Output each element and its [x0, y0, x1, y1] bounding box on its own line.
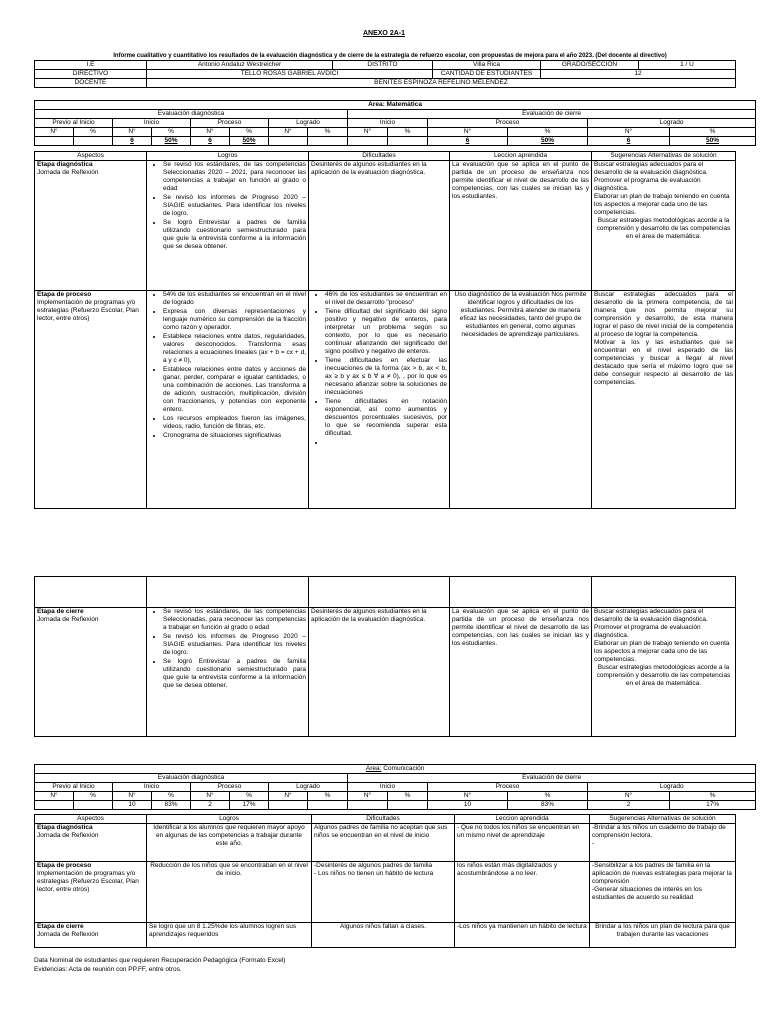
inicio-header: Inicio — [113, 783, 191, 792]
footer-line-1: Data Nominal de estudiantes que requieren Recuperación Pedagógica (Formato Excel) — [34, 957, 286, 964]
list-item: • Los recursos empleados fueron las imágenes, videos, radio, función de fibras, etc. — [163, 415, 306, 431]
cantidad-value: 12 — [541, 70, 736, 79]
n-header: N° — [113, 128, 152, 137]
logrado-header: Logrado — [588, 783, 756, 792]
n-header: N° — [428, 792, 508, 801]
n-header: N° — [35, 128, 74, 137]
stat-cell — [74, 137, 113, 146]
area-prefix: Área: — [365, 765, 382, 772]
aspect-title: Etapa de cierre — [37, 608, 84, 615]
n-header: N° — [348, 792, 388, 801]
list-item: • Se logró Entrevistar a padres de familia utilizando cuestionario semiestructurado para que guíe la entrevista conforme a la información que se desea obtener. — [163, 219, 306, 251]
stat-cell: 10 — [113, 801, 152, 810]
n-header: N° — [588, 128, 670, 137]
pct-header: % — [230, 128, 269, 137]
leccion-cell: -Los niños ya mantienen un hábito de lectura — [455, 923, 590, 948]
sugerencia-item: Buscar estrategias metodológicas acorde a la comprensión y desarrollo de las competencias en el área de matemática. — [596, 664, 731, 687]
stat-cell: 83% — [508, 801, 588, 810]
logrado-header: Logrado — [269, 783, 348, 792]
eval-diag-header: Evaluación diagnóstica — [35, 110, 348, 119]
sugerencias-cell: -Brindar a los niños un cuaderno de trabajo de comprensión lectora. - — [590, 824, 736, 862]
stat-cell — [74, 801, 113, 810]
aspect-title: Etapa diagnóstica — [37, 824, 93, 831]
sugerencia-item: Elaborar un plan de trabajo teniendo en cuenta los aspectos a mejorar cada uno de las competencias. — [594, 193, 730, 216]
proceso-header: Proceso — [428, 783, 588, 792]
inicio-header: Inicio — [348, 783, 428, 792]
directivo-value: TELLO ROSAS GABRIEL AVDICI — [147, 70, 433, 79]
dificultades-header: Dificultades — [309, 152, 450, 161]
page-title: ANEXO 2A-1 — [362, 30, 405, 37]
footer-line-2: Evidencias: Acta de reunión con PP.FF, entre otros. — [34, 966, 182, 973]
stat-cell: 2 — [191, 801, 230, 810]
n-header: N° — [191, 128, 230, 137]
aspect-subtitle: Jornada de Reflexión — [37, 832, 99, 839]
sugerencia-item: Motivar a los y las estudiantes que se encuentran en el nivel esperado de las competencias y buscar a llegar al nivel destacado que sería el máximo logro que se debe conseguir respecto al desarrollo de las competencias. — [594, 339, 733, 386]
logros-cell — [147, 291, 309, 509]
aspect-cell — [35, 824, 147, 862]
logros-header: Logros — [147, 815, 312, 824]
list-item: • Establece relaciones entre datos, regularidades, valores desconocidos. Transforma esas relaciones a ecuaciones lineales (ax + b = cx + d, a y c ≠ 0), — [163, 333, 306, 365]
n-header: N° — [269, 128, 308, 137]
aspect-subtitle: Jornada de Reflexión — [37, 616, 99, 623]
list-item: • Tiene dificultades en efectuar las inecuaciones de la forma (ax > b, ax < b, ax ≥ b y ax ≤ b ∀ a ≠ 0), , por lo que es necesario afianzar sobre la soluciones de inecuaciones — [325, 357, 447, 397]
aspect-title: Etapa de cierre — [37, 923, 84, 930]
empty-cell — [147, 577, 309, 608]
pct-header: % — [388, 792, 428, 801]
stat-cell: 50% — [508, 137, 588, 146]
list-item: • Establece relaciones entre datos y acciones de ganar, perder, comparar e igualar cantidades, o una combinación de acciones. Las transforma a de adición, sustracción, multiplicación, división con fraccionarios, y potencias con exponente entero. — [163, 366, 306, 414]
proceso-header: Proceso — [428, 119, 588, 128]
area-name: Comunicación — [383, 765, 425, 772]
aspect-subtitle: Implementación de programas y/o estrategias (Refuerzo Escolar, Plan lector, entre otros) — [37, 870, 139, 893]
logros-cell: Se logro que un 8 1.25%de los alumnos logren sus aprendizajes requeridos — [147, 923, 312, 948]
sugerencia-item: Elaborar un plan de trabajo teniendo en cuenta los aspectos a mejorar cada uno de las competencias. — [594, 640, 730, 663]
logros-cell — [147, 161, 309, 291]
empty-cell — [309, 577, 450, 608]
stat-cell: 50% — [152, 137, 191, 146]
previo-header: Previo al Inicio — [35, 119, 113, 128]
stat-cell: 6 — [588, 137, 670, 146]
stat-cell — [308, 137, 348, 146]
dificultades-cell: -Desinterés de algunos padres de familia - Los niños no tienen un hábito de lectura — [312, 862, 455, 923]
aspect-title: Etapa de proceso — [37, 291, 92, 298]
stat-cell: 2 — [588, 801, 670, 810]
dificultades-cell — [309, 291, 450, 509]
leccion-cell: los niños están más digitalizados y acostumbrándose a no leer. — [455, 862, 590, 923]
ie-value: Antonio Andaluz Westreicher — [147, 61, 333, 70]
stat-cell — [35, 137, 74, 146]
comunicacion-table — [34, 764, 756, 810]
logros-cell — [147, 608, 309, 737]
stat-cell: 10 — [428, 801, 508, 810]
list-item: • Cronograma de situaciones significativas — [163, 432, 306, 440]
stat-cell: 17% — [670, 801, 756, 810]
stat-cell — [388, 137, 428, 146]
dificultades-header: Dificultades — [312, 815, 455, 824]
ie-label: I.E — [35, 61, 147, 70]
sugerencia-item: Buscar estrategias adecuados para el desarrollo de la primera competencia, de tal manera que nos permita mejorar su comprensión y desarrollo, de esta manera lograr el paso de nivel inicial de la competencia al proceso de lograr la competencia. — [594, 291, 733, 338]
leccion-cell: - Que no todos los niños se encuentran en un mismo nivel de aprendizaje — [455, 824, 590, 862]
comunicacion-area-title — [35, 765, 756, 774]
eval-cierre-header: Evaluación de cierre — [348, 774, 756, 783]
pct-header: % — [152, 128, 191, 137]
distrito-label: DISTRITO — [333, 61, 433, 70]
list-item: • Se logró Entrevistar a padres de familia utilizando cuestionario semiestructurado para que guíe la entrevista conforme a la información que se desea obtener. — [163, 658, 306, 690]
list-item: • 54% de los estudiantes se encuentran en el nivel de logrado — [163, 291, 306, 307]
list-item: • 46% de los estudiantes se encuentran en el nivel de desarrollo "proceso" — [325, 291, 447, 307]
dificultades-cell: Algunos padres de familia no aceptan que sus niños se encuentran en el nivel de inicio — [312, 824, 455, 862]
pct-header: % — [152, 792, 191, 801]
distrito-value: Villa Rica — [433, 61, 541, 70]
info-table — [34, 60, 736, 88]
sugerencia-item: Buscar estrategias metodológicas acorde a la comprensión y desarrollo de las competencias en el área de matemática. — [596, 217, 731, 240]
matematica-detail-table — [34, 151, 736, 509]
pct-header: % — [74, 128, 113, 137]
pct-header: % — [74, 792, 113, 801]
n-header: N° — [348, 128, 388, 137]
logrado-header: Logrado — [588, 119, 756, 128]
matematica-cierre-table — [34, 576, 736, 737]
sugerencias-header: Sugerencias Alternativas de solución — [590, 815, 736, 824]
empty-cell — [592, 577, 736, 608]
leccion-cell: Uso diagnóstico de la evaluación Nos permite identificar logros y dificultades de los estudiantes. Permitirá atender de manera eficaz las necesidades, tanto del grupo de estudiantes en general, como algunas necesidades de aprendizaje particulares. — [450, 291, 592, 509]
stat-cell — [348, 137, 388, 146]
area-prefix: Área: — [368, 101, 385, 108]
pct-header: % — [388, 128, 428, 137]
eval-diag-header: Evaluación diagnóstica — [35, 774, 348, 783]
n-header: N° — [588, 792, 670, 801]
aspect-subtitle: Jornada de Reflexión — [37, 169, 99, 176]
sugerencias-cell — [592, 161, 736, 291]
list-item — [325, 439, 447, 447]
empty-cell — [450, 577, 592, 608]
list-item: • Se revisó los informes de Progreso 2020 – SIAGIE estudiantes. Para identificar los niveles de logro. — [163, 633, 306, 657]
stat-cell — [308, 801, 348, 810]
logros-cell: Identificar a los alumnos que requieren mayor apoyo en algunas de las competencias a trabajar durante este año. — [147, 824, 312, 862]
grado-label: GRADO/SECCIÓN — [541, 61, 639, 70]
aspect-title: Etapa diagnóstica — [37, 161, 93, 168]
proceso-header: Proceso — [191, 783, 269, 792]
stat-cell: 83% — [152, 801, 191, 810]
aspect-title: Etapa de proceso — [37, 862, 92, 869]
stat-cell: 6 — [113, 137, 152, 146]
list-item: • Se revisó los estándares, de las competencias Seleccionadas, para reconocer las competencias a trabajar en función al grado o edad — [163, 608, 306, 632]
stat-cell — [348, 801, 388, 810]
sugerencias-header: Sugerencias Alternativas de solución — [592, 152, 736, 161]
stat-cell: 50% — [230, 137, 269, 146]
n-header: N° — [269, 792, 308, 801]
list-item: • Tiene dificultades en notación exponencial, así como aumentos y descuentos porcentuales sucesivos, por lo que se recomienda superar esta dificultad. — [325, 398, 447, 438]
pct-header: % — [230, 792, 269, 801]
sugerencias-cell — [592, 291, 736, 509]
logros-header: Logros — [147, 152, 309, 161]
list-item: • Se revisó los informes de Progreso 2020 – SIAGIE estudiantes. Para identificar los niveles de logro. — [163, 194, 306, 218]
sugerencia-item: Promover el programa de evaluación diagnóstica. — [594, 177, 701, 192]
leccion-header: Leccion aprendida — [450, 152, 592, 161]
stat-cell — [269, 801, 308, 810]
dificultades-cell: Desinterés de algunos estudiantes en la aplicación de la evaluación diagnóstica. — [309, 608, 450, 737]
page-subtitle: Informe cualitativo y cuantitativo los resultados de la evaluación diagnóstica y de cierre de la estrategia de refuerzo escolar, con propuestas de mejora para el año 2023. (Del docente al directivo) — [113, 53, 667, 59]
proceso-header: Proceso — [191, 119, 269, 128]
sugerencia-item: Buscar estrategias adecuados para el desarrollo de la evaluación diagnóstica. — [594, 161, 708, 176]
leccion-cell: La evaluación que se aplica en el punto de partida de un proceso de enseñanza nos permite identificar el nivel de desarrollo de las competencias, con las cuales se inician las y los estudiantes. — [450, 161, 592, 291]
sugerencia-item: Buscar estrategias adecuados para el desarrollo de la evaluación diagnóstica. — [594, 608, 708, 623]
list-item: • Expresa con diversas representaciones y lenguaje numérico su comprensión de la fracción como razón y operador. — [163, 308, 306, 332]
pct-header: % — [670, 128, 756, 137]
aspect-cell — [35, 608, 147, 737]
logrado-header: Logrado — [269, 119, 348, 128]
dificultades-cell: Algunos niños faltan a clases. — [312, 923, 455, 948]
leccion-cell: La evaluación que se aplica en el punto de partida de un proceso de enseñanza nos permite identificar el nivel de desarrollo de las competencias, con las cuales se inician las y los estudiantes. — [450, 608, 592, 737]
stat-cell: 6 — [428, 137, 508, 146]
n-header: N° — [113, 792, 152, 801]
aspect-cell — [35, 161, 147, 291]
aspectos-header: Aspectos — [35, 152, 147, 161]
sugerencias-cell: -Sensibilizar a los padres de familia en la aplicación de nuevas estrategias para mejorar la comprensión -Generar situaciones de interés en los estudiantes de acuerdo su realidad — [590, 862, 736, 923]
sugerencia-item: Promover el programa de evaluación diagnóstica. — [594, 624, 701, 639]
list-item: • Se revisó los estándares, de las competencias Seleccionadas 2020 – 2021, para reconocer las competencias a trabajar en función al grado o edad — [163, 161, 306, 193]
docente-label: DOCENTE — [35, 79, 147, 88]
eval-cierre-header: Evaluación de cierre — [348, 110, 756, 119]
sugerencias-cell — [592, 608, 736, 737]
aspect-subtitle: Implementación de programas y/o estrategias (Refuerzo Escolar, Plan lector, entre otros) — [37, 299, 139, 322]
matematica-table — [34, 100, 756, 146]
pct-header: % — [508, 128, 588, 137]
stat-cell — [269, 137, 308, 146]
sugerencias-cell: Brindar a los niños un plan de lectura para que trabajen durante las vacaciones — [590, 923, 736, 948]
inicio-header: Inicio — [348, 119, 428, 128]
comunicacion-detail-table — [34, 814, 736, 948]
grado-value: 1 / U — [639, 61, 736, 70]
list-item: • Tiene dificultad del significado del signo positivo y negativo de enteros, para interpretar un problema según su contexto, por lo que es necesario continuar afianzando del significado del signo positivo y negativo de enteros. — [325, 308, 447, 356]
pct-header: % — [308, 128, 348, 137]
stat-cell — [388, 801, 428, 810]
pct-header: % — [308, 792, 348, 801]
cantidad-label: CANTIDAD DE ESTUDIANTES — [433, 70, 541, 79]
pct-header: % — [670, 792, 756, 801]
n-header: N° — [35, 792, 74, 801]
stat-cell: 50% — [670, 137, 756, 146]
n-header: N° — [428, 128, 508, 137]
aspect-subtitle: Jornada de Reflexión — [37, 931, 99, 938]
area-name: Matemática — [386, 101, 422, 108]
aspectos-header: Aspectos — [35, 815, 147, 824]
dificultades-cell: Desinterés de algunos estudiantes en la aplicación de la evaluación diagnóstica. — [309, 161, 450, 291]
pct-header: % — [508, 792, 588, 801]
matematica-area-title — [35, 101, 756, 110]
leccion-header: Leccion aprendida — [455, 815, 590, 824]
empty-cell — [35, 577, 147, 608]
aspect-cell — [35, 923, 147, 948]
aspect-cell — [35, 862, 147, 923]
aspect-cell — [35, 291, 147, 509]
stat-cell — [35, 801, 74, 810]
directivo-label: DIRECTIVO — [35, 70, 147, 79]
logros-cell: Reducción de los niños que se encontraban en el nivel de inicio. — [147, 862, 312, 923]
stat-cell: 17% — [230, 801, 269, 810]
previo-header: Previo al Inicio — [35, 783, 113, 792]
docente-value: BENITES ESPINOZA REFELINO MELENDEZ — [147, 79, 736, 88]
stat-cell: 6 — [191, 137, 230, 146]
inicio-header: Inicio — [113, 119, 191, 128]
n-header: N° — [191, 792, 230, 801]
